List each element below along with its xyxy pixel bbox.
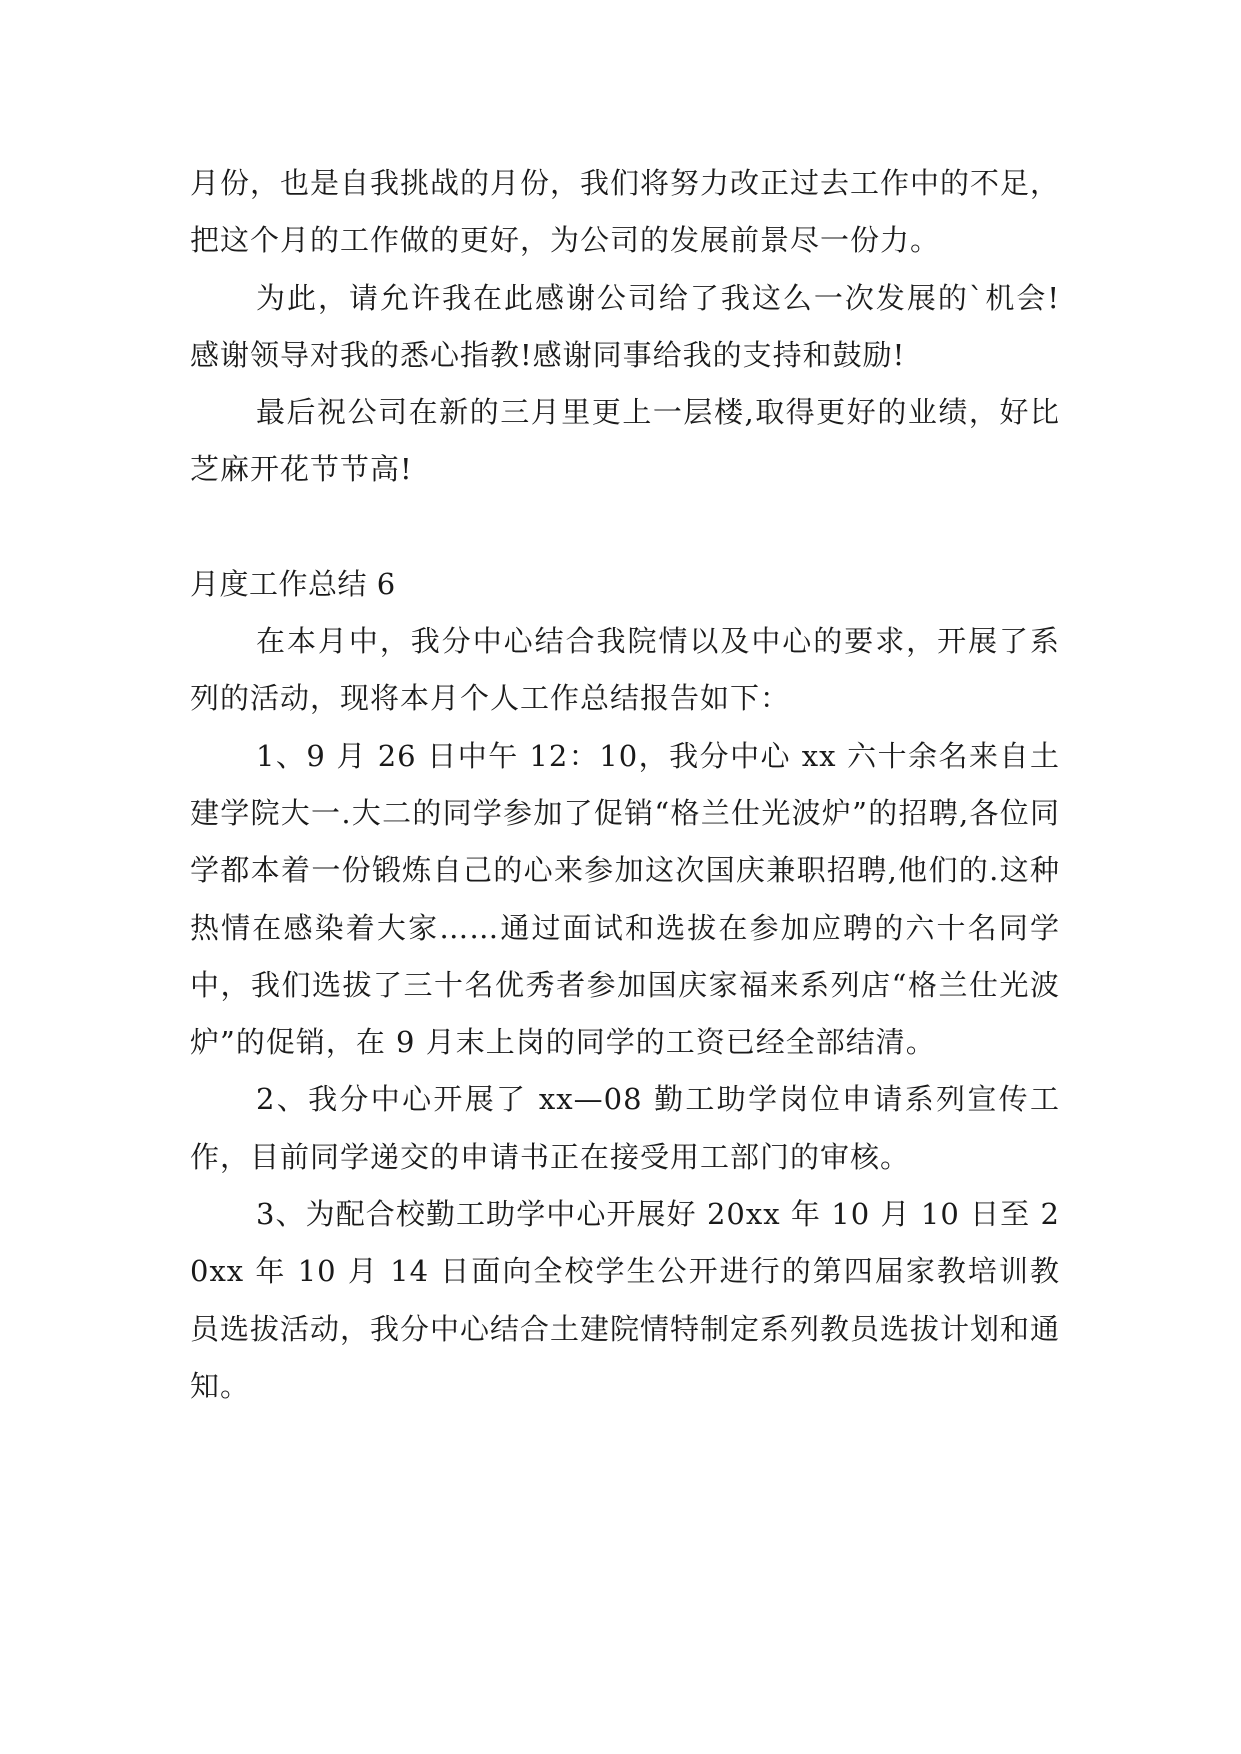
paragraph-item-1: 1、9 月 26 日中午 12：10，我分中心 xx 六十余名来自土建学院大一.大二的同学参加了促销“格兰仕光波炉”的招聘,各位同学都本着一份锻炼自己的心来参加这次国庆兼职招聘,他们的.这种热情在感染着大家……通过面试和选拔在参加应聘的六十名同学中，我们选拔了三十名优秀者参加国庆家福来系列店“格兰仕光波炉”的促销，在 9 月末上岗的同学的工资已经全部结清。	[190, 738, 1060, 1060]
paragraph-item-3: 3、为配合校勤工助学中心开展好 20xx 年 10 月 10 日至 20xx 年 10 月 14 日面向全校学生公开进行的第四届家教培训教员选拔活动，我分中心结合土建院情特制定系列教员选拔计划和通知。	[190, 1197, 1061, 1403]
paragraph-intro: 在本月中，我分中心结合我院情以及中心的要求，开展了系列的活动，现将本月个人工作总结报告如下：	[190, 624, 1060, 716]
section-title: 月度工作总结 6	[190, 566, 396, 601]
paragraph-closing-wish: 最后祝公司在新的三月里更上一层楼,取得更好的业绩，好比芝麻开花节节高!	[190, 395, 1060, 487]
paragraph-thanks: 为此，请允许我在此感谢公司给了我这么一次发展的`机会!感谢领导对我的悉心指教!感谢同事给我的支持和鼓励!	[190, 280, 1060, 372]
paragraph-item-2: 2、我分中心开展了 xx—08 勤工助学岗位申请系列宣传工作，目前同学递交的申请书正在接受用工部门的审核。	[190, 1082, 1060, 1174]
document-body	[190, 155, 1060, 1415]
paragraph-continuation: 月份，也是自我挑战的月份，我们将努力改正过去工作中的不足，把这个月的工作做的更好，为公司的发展前景尽一份力。	[190, 166, 1061, 258]
